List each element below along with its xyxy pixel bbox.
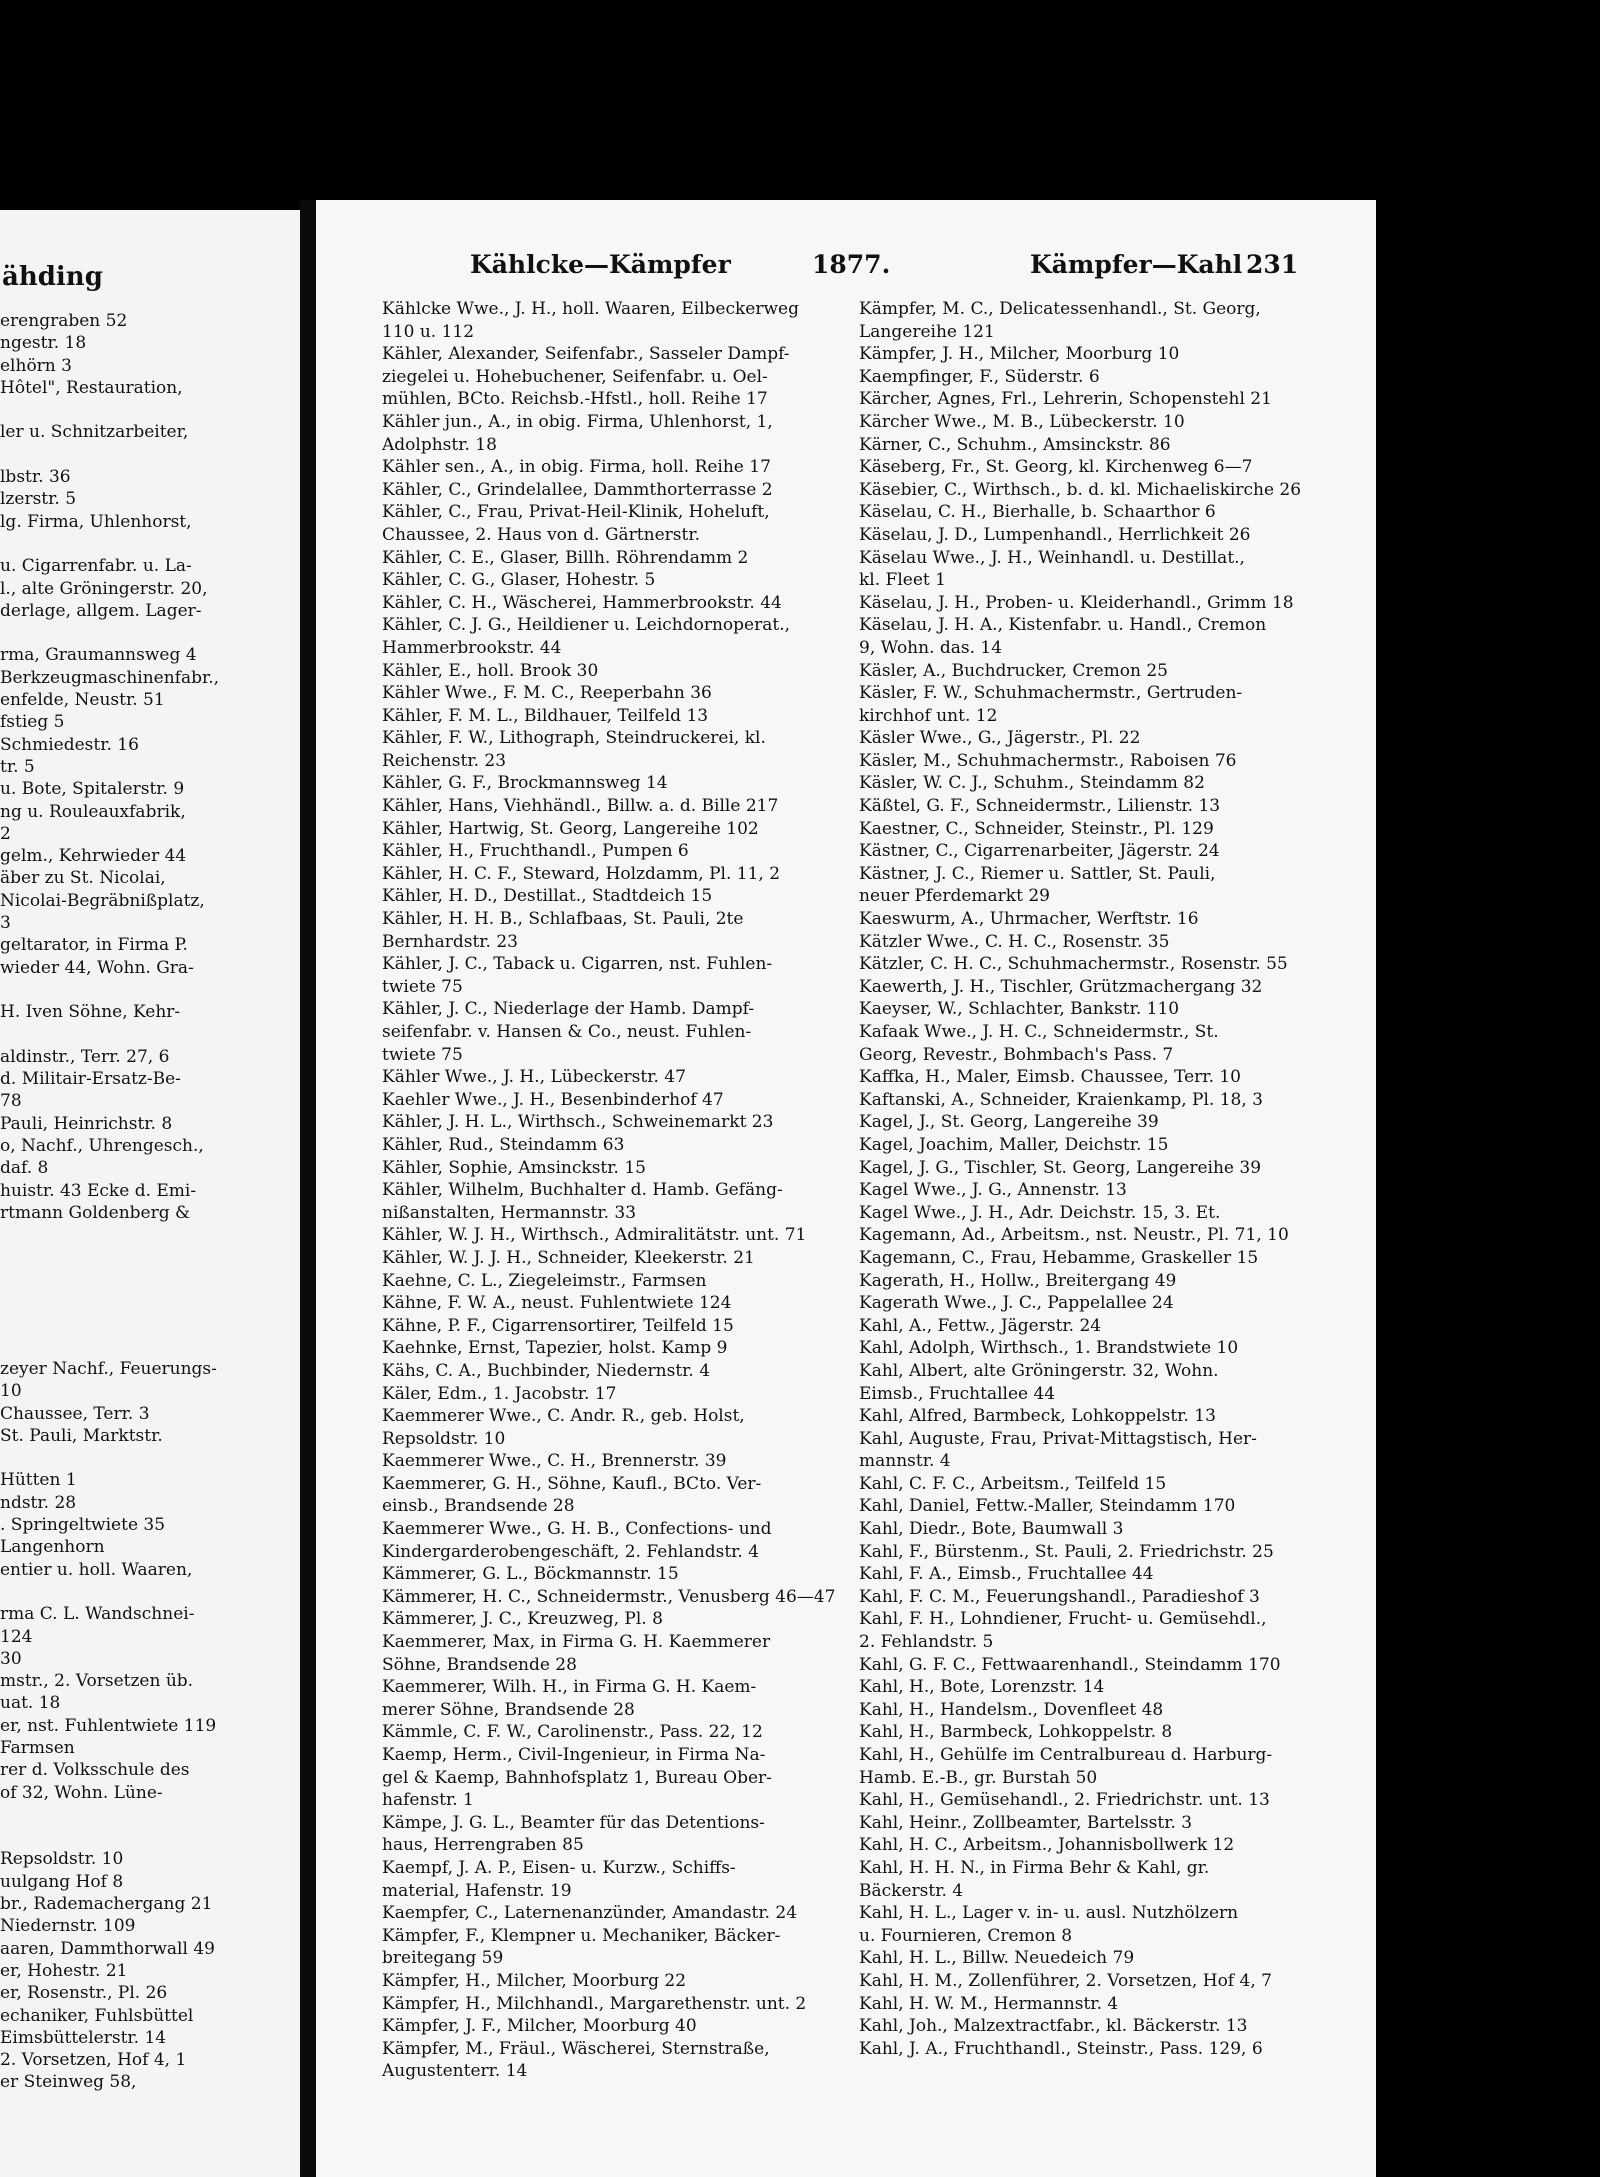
entry-line: Kähler, F. W., Lithograph, Steindruckerei, kl. bbox=[382, 728, 766, 749]
entry-line: Kähler, W. J. H., Wirthsch., Admiralitätstr. unt. 71 bbox=[382, 1225, 807, 1246]
entry-line: Hütten 1 bbox=[0, 1470, 77, 1491]
entry-line: Kärcher, Agnes, Frl., Lehrerin, Schopenstehl 21 bbox=[859, 389, 1272, 410]
entry-line: Kähler, J. H. L., Wirthsch., Schweinemarkt 23 bbox=[382, 1112, 774, 1133]
entry-line: Hammerbrookstr. 44 bbox=[382, 637, 562, 658]
entry-line: Kähler, H. D., Destillat., Stadtdeich 15 bbox=[382, 886, 713, 907]
entry-line: H. Iven Söhne, Kehr- bbox=[0, 1002, 181, 1023]
entry-line: 110 u. 112 bbox=[382, 321, 475, 342]
entry-line: Kähler Wwe., J. H., Lübeckerstr. 47 bbox=[382, 1067, 686, 1088]
entry-line: Kahl, F., Bürstenm., St. Pauli, 2. Friedrichstr. 25 bbox=[859, 1541, 1274, 1562]
entry-line: rtmann Goldenberg & bbox=[0, 1202, 191, 1223]
entry-line: Kaffka, H., Maler, Eimsb. Chaussee, Terr. 10 bbox=[859, 1067, 1242, 1088]
entry-line: ler u. Schnitzarbeiter, bbox=[0, 422, 189, 443]
entry-line: Bäckerstr. 4 bbox=[859, 1880, 964, 1901]
entry-line: ziegelei u. Hohebuchener, Seifenfabr. u. Oel- bbox=[382, 366, 768, 387]
entry-line: Kähler, C., Frau, Privat-Heil-Klinik, Hoheluft, bbox=[382, 502, 770, 523]
entry-line: Käselau, J. H. A., Kistenfabr. u. Handl., Cremon bbox=[859, 615, 1267, 636]
entry-line: Kähs, C. A., Buchbinder, Niedernstr. 4 bbox=[382, 1360, 711, 1381]
entry-line: Kahl, H. H. N., in Firma Behr & Kahl, gr. bbox=[859, 1857, 1210, 1878]
entry-line: hafenstr. 1 bbox=[382, 1790, 474, 1811]
page-number: 231 bbox=[1246, 250, 1299, 279]
entry-line: Kagemann, Ad., Arbeitsm., nst. Neustr., Pl. 71, 10 bbox=[859, 1225, 1289, 1246]
entry-line: Kähler, C. J. G., Heildiener u. Leichdornoperat., bbox=[382, 615, 791, 636]
entry-line: Kämpe, J. G. L., Beamter für das Detentions- bbox=[382, 1812, 765, 1833]
entry-line: Kagerath, H., Hollw., Breitergang 49 bbox=[859, 1270, 1177, 1291]
entry-line: Repsoldstr. 10 bbox=[382, 1428, 506, 1449]
entry-line bbox=[0, 1313, 219, 1335]
entry-line: Kaemmerer, Max, in Firma G. H. Kaemmerer bbox=[382, 1632, 771, 1653]
entry-line bbox=[0, 1804, 219, 1826]
entry-line: Kähler, E., holl. Brook 30 bbox=[382, 660, 599, 681]
entry-line: 2. Vorsetzen, Hof 4, 1 bbox=[0, 2050, 187, 2071]
entry-line: rer d. Volksschule des bbox=[0, 1760, 190, 1781]
entry-line: Eimsbüttelerstr. 14 bbox=[0, 2027, 167, 2048]
entry-line: mstr., 2. Vorsetzen üb. bbox=[0, 1671, 194, 1692]
entry-line: Kaehler Wwe., J. H., Besenbinderhof 47 bbox=[382, 1089, 724, 1110]
entry-line: zeyer Nachf., Feuerungs- bbox=[0, 1358, 217, 1379]
entry-line: Kaestner, C., Schneider, Steinstr., Pl. 129 bbox=[859, 818, 1214, 839]
entry-line: ng u. Rouleauxfabrik, bbox=[0, 801, 186, 822]
entry-line: Kahl, F. C. M., Feuerungshandl., Paradieshof 3 bbox=[859, 1586, 1260, 1607]
adjacent-page-text bbox=[0, 310, 219, 2094]
entry-line: aldinstr., Terr. 27, 6 bbox=[0, 1046, 170, 1067]
entry-line: Kaewerth, J. H., Tischler, Grützmachergang 32 bbox=[859, 976, 1263, 997]
entry-line: Pauli, Heinrichstr. 8 bbox=[0, 1113, 173, 1134]
entry-line: Kähler, J. C., Niederlage der Hamb. Dampf- bbox=[382, 999, 755, 1020]
entry-line: br., Rademachergang 21 bbox=[0, 1894, 213, 1915]
entry-line: material, Hafenstr. 19 bbox=[382, 1880, 572, 1901]
entry-line: Eimsb., Fruchtallee 44 bbox=[859, 1383, 1056, 1404]
entry-line: lbstr. 36 bbox=[0, 467, 71, 488]
entry-line: Hamb. E.-B., gr. Burstah 50 bbox=[859, 1767, 1098, 1788]
entry-line: Kämpfer, M., Fräul., Wäscherei, Sternstraße, bbox=[382, 2038, 770, 2059]
entry-line: mannstr. 4 bbox=[859, 1451, 951, 1472]
entries-column-left bbox=[382, 298, 922, 2083]
entry-line: er, Rosenstr., Pl. 26 bbox=[0, 1983, 168, 2004]
entry-line: Kähler, Alexander, Seifenfabr., Sasseler Dampf- bbox=[382, 344, 790, 365]
entry-line: Augustenterr. 14 bbox=[382, 2061, 528, 2082]
entry-line: Kagel, Joachim, Maller, Deichstr. 15 bbox=[859, 1134, 1169, 1155]
entry-line: Kämmerer, J. C., Kreuzweg, Pl. 8 bbox=[382, 1609, 663, 1630]
entry-line: Kahl, Heinr., Zollbeamter, Bartelsstr. 3 bbox=[859, 1812, 1193, 1833]
running-head-year: 1877. bbox=[812, 250, 891, 279]
entry-line: Kahl, H. L., Billw. Neuedeich 79 bbox=[859, 1948, 1135, 1969]
entry-line: Käseberg, Fr., St. Georg, kl. Kirchenweg 6—7 bbox=[859, 457, 1253, 478]
entry-line: nißanstalten, Hermannstr. 33 bbox=[382, 1202, 637, 1223]
entry-line: Kahl, H., Barmbeck, Lohkoppelstr. 8 bbox=[859, 1722, 1173, 1743]
entry-line: entier u. holl. Waaren, bbox=[0, 1559, 193, 1580]
entry-line: Kähler, J. C., Taback u. Cigarren, nst. Fuhlen- bbox=[382, 954, 773, 975]
entry-line: Kaemmerer Wwe., C. Andr. R., geb. Holst, bbox=[382, 1406, 745, 1427]
entry-line: kl. Fleet 1 bbox=[859, 570, 946, 591]
adjacent-running-head: ähding bbox=[2, 262, 103, 292]
entry-line: Kämpfer, J. F., Milcher, Moorburg 40 bbox=[382, 2016, 697, 2037]
entry-line: Kähler, F. M. L., Bildhauer, Teilfeld 13 bbox=[382, 705, 709, 726]
entry-line: neuer Pferdemarkt 29 bbox=[859, 886, 1050, 907]
entry-line: rma, Graumannsweg 4 bbox=[0, 645, 197, 666]
entry-line: Käselau, J. H., Proben- u. Kleiderhandl., Grimm 18 bbox=[859, 592, 1294, 613]
entry-line: Kaemmerer Wwe., C. H., Brennerstr. 39 bbox=[382, 1451, 727, 1472]
entry-line: Kahl, H. C., Arbeitsm., Johannisbollwerk 12 bbox=[859, 1835, 1235, 1856]
entry-line: Käsler, M., Schuhmachermstr., Raboisen 76 bbox=[859, 750, 1237, 771]
entry-line: Georg, Revestr., Bohmbach's Pass. 7 bbox=[859, 1044, 1174, 1065]
entry-line: Kähler, C. H., Wäscherei, Hammerbrookstr. 44 bbox=[382, 592, 782, 613]
entry-line: Kärner, C., Schuhm., Amsinckstr. 86 bbox=[859, 434, 1171, 455]
entry-line: Kaemmerer, Wilh. H., in Firma G. H. Kaem- bbox=[382, 1677, 757, 1698]
running-head-left: Kählcke—Kämpfer bbox=[470, 250, 731, 279]
entry-line bbox=[0, 444, 219, 466]
entry-line: Kähler, C. G., Glaser, Hohestr. 5 bbox=[382, 570, 656, 591]
entry-line: d. Militair-Ersatz-Be- bbox=[0, 1069, 181, 1090]
entry-line: Kahl, F. H., Lohndiener, Frucht- u. Gemüsehdl., bbox=[859, 1609, 1267, 1630]
entry-line: Käsebier, C., Wirthsch., b. d. kl. Michaeliskirche 26 bbox=[859, 479, 1302, 500]
entry-line bbox=[0, 1291, 219, 1313]
entry-line: Kahl, Diedr., Bote, Baumwall 3 bbox=[859, 1519, 1124, 1540]
entry-line: Kämpfer, H., Milcher, Moorburg 22 bbox=[382, 1970, 687, 1991]
entry-line: Kätzler Wwe., C. H. C., Rosenstr. 35 bbox=[859, 931, 1170, 952]
entry-line bbox=[0, 1336, 219, 1358]
entry-line: Kähler sen., A., in obig. Firma, holl. Reihe 17 bbox=[382, 457, 771, 478]
entry-line: Käsler Wwe., G., Jägerstr., Pl. 22 bbox=[859, 728, 1141, 749]
entry-line: Hôtel", Restauration, bbox=[0, 377, 183, 398]
entry-line: Kahl, H., Gemüsehandl., 2. Friedrichstr. unt. 13 bbox=[859, 1790, 1270, 1811]
entry-line: lzerstr. 5 bbox=[0, 489, 77, 510]
entry-line: Kagemann, C., Frau, Hebamme, Graskeller 15 bbox=[859, 1247, 1259, 1268]
entry-line: 30 bbox=[0, 1648, 22, 1669]
entry-line: Kahl, F. A., Eimsb., Fruchtallee 44 bbox=[859, 1564, 1154, 1585]
entry-line: Kahl, C. F. C., Arbeitsm., Teilfeld 15 bbox=[859, 1473, 1167, 1494]
entry-line: Farmsen bbox=[0, 1738, 75, 1758]
entry-line: Kahl, H., Bote, Lorenzstr. 14 bbox=[859, 1677, 1105, 1698]
entry-line: of 32, Wohn. Lüne- bbox=[0, 1782, 163, 1803]
entry-line: kirchhof unt. 12 bbox=[859, 705, 998, 726]
entry-line bbox=[0, 979, 219, 1001]
entry-line: Käsler, A., Buchdrucker, Cremon 25 bbox=[859, 660, 1168, 681]
entry-line: Kämpfer, H., Milchhandl., Margarethenstr. unt. 2 bbox=[382, 1993, 807, 2014]
entry-line: Käselau, J. D., Lumpenhandl., Herrlichkeit 26 bbox=[859, 524, 1251, 545]
entry-line: Kagel, J. G., Tischler, St. Georg, Langereihe 39 bbox=[859, 1157, 1262, 1178]
directory-page bbox=[316, 200, 1376, 2177]
entry-line: Kahl, Daniel, Fettw.-Maller, Steindamm 170 bbox=[859, 1496, 1236, 1517]
entry-line: Kaftanski, A., Schneider, Kraienkamp, Pl. 18, 3 bbox=[859, 1089, 1263, 1110]
entry-line bbox=[0, 1581, 219, 1603]
entry-line: Käsler, F. W., Schuhmachermstr., Gertruden- bbox=[859, 683, 1243, 704]
entry-line: Kagel Wwe., J. G., Annenstr. 13 bbox=[859, 1180, 1127, 1201]
entry-line: u. Cigarrenfabr. u. La- bbox=[0, 556, 192, 577]
entry-line: Söhne, Brandsende 28 bbox=[382, 1654, 577, 1675]
entry-line: 2. Fehlandstr. 5 bbox=[859, 1632, 994, 1653]
entry-line: geltarator, in Firma P. bbox=[0, 935, 188, 956]
entry-line: Kähne, F. W. A., neust. Fuhlentwiete 124 bbox=[382, 1293, 732, 1314]
entry-line: Nicolai-Begräbnißplatz, bbox=[0, 890, 205, 911]
entry-line: Kahl, Albert, alte Gröningerstr. 32, Wohn. bbox=[859, 1360, 1219, 1381]
entry-line: Kahl, H., Handelsm., Dovenfleet 48 bbox=[859, 1699, 1164, 1720]
entry-line: seifenfabr. v. Hansen & Co., neust. Fuhlen- bbox=[382, 1022, 752, 1042]
entry-line: Kaempf, J. A. P., Eisen- u. Kurzw., Schiffs- bbox=[382, 1857, 736, 1878]
entry-line: Kahl, Joh., Malzextractfabr., kl. Bäckerstr. 13 bbox=[859, 2016, 1248, 2037]
entry-line: o, Nachf., Uhrengesch., bbox=[0, 1135, 204, 1156]
entry-line: Reichenstr. 23 bbox=[382, 750, 507, 771]
entry-line: Berkzeugmaschinenfabr., bbox=[0, 667, 220, 688]
entry-line: twiete 75 bbox=[382, 976, 463, 997]
entry-line: Kahl, G. F. C., Fettwaarenhandl., Steindamm 170 bbox=[859, 1654, 1281, 1675]
entry-line: Kästner, J. C., Riemer u. Sattler, St. Pauli, bbox=[859, 863, 1216, 884]
entry-line: u. Bote, Spitalerstr. 9 bbox=[0, 779, 185, 800]
entry-line: Kämpfer, J. H., Milcher, Moorburg 10 bbox=[859, 344, 1180, 365]
entry-line: Langenhorn bbox=[0, 1537, 105, 1558]
entry-line: lg. Firma, Uhlenhorst, bbox=[0, 511, 192, 532]
entry-line: Käselau Wwe., J. H., Weinhandl. u. Destillat., bbox=[859, 547, 1245, 568]
entry-line: 2 bbox=[0, 823, 11, 844]
entry-line: gel & Kaemp, Bahnhofsplatz 1, Bureau Ober- bbox=[382, 1767, 772, 1788]
entry-line: Kahl, Alfred, Barmbeck, Lohkoppelstr. 13 bbox=[859, 1406, 1216, 1427]
entry-line: elhörn 3 bbox=[0, 355, 72, 376]
entry-line: l., alte Gröningerstr. 20, bbox=[0, 578, 208, 599]
entry-line: Kähler, Sophie, Amsinckstr. 15 bbox=[382, 1157, 646, 1178]
entry-line: Kämmerer, G. L., Böckmannstr. 15 bbox=[382, 1564, 679, 1585]
entry-line: aaren, Dammthorwall 49 bbox=[0, 1938, 215, 1959]
entry-line: breitegang 59 bbox=[382, 1948, 504, 1969]
entry-line: Kaempfinger, F., Süderstr. 6 bbox=[859, 366, 1100, 387]
entry-line: erengraben 52 bbox=[0, 311, 128, 331]
entry-line: Kahl, H. W. M., Hermannstr. 4 bbox=[859, 1993, 1119, 2014]
entry-line bbox=[0, 1024, 219, 1046]
entry-line: Kahl, H., Gehülfe im Centralbureau d. Harburg- bbox=[859, 1745, 1273, 1765]
entry-line: Kähler Wwe., F. M. C., Reeperbahn 36 bbox=[382, 683, 712, 704]
entry-line: twiete 75 bbox=[382, 1044, 463, 1065]
entry-line: Kätzler, C. H. C., Schuhmachermstr., Rosenstr. 55 bbox=[859, 954, 1288, 975]
entry-line: Kästner, C., Cigarrenarbeiter, Jägerstr. 24 bbox=[859, 841, 1220, 862]
entry-line: Kähler jun., A., in obig. Firma, Uhlenhorst, 1, bbox=[382, 411, 773, 432]
entry-line: Kähler, H. H. B., Schlafbaas, St. Pauli, 2te bbox=[382, 909, 744, 930]
entry-line: 9, Wohn. das. 14 bbox=[859, 637, 1003, 658]
entry-line: Kahl, A., Fettw., Jägerstr. 24 bbox=[859, 1315, 1102, 1336]
entry-line: äber zu St. Nicolai, bbox=[0, 868, 166, 889]
entry-line: Kählcke Wwe., J. H., holl. Waaren, Eilbeckerweg bbox=[382, 299, 799, 319]
entry-line: Kähler, Hans, Viehhändl., Billw. a. d. Bille 217 bbox=[382, 796, 779, 817]
entry-line: Langereihe 121 bbox=[859, 321, 995, 342]
entry-line: huistr. 43 Ecke d. Emi- bbox=[0, 1180, 197, 1201]
entry-line: Kaeswurm, A., Uhrmacher, Werftstr. 16 bbox=[859, 909, 1199, 930]
entry-line: echaniker, Fuhlsbüttel bbox=[0, 2005, 194, 2026]
entry-line: haus, Herrengraben 85 bbox=[382, 1835, 584, 1856]
entry-line: . Springeltwiete 35 bbox=[0, 1515, 166, 1536]
entry-line: Kämmle, C. F. W., Carolinenstr., Pass. 22, 12 bbox=[382, 1722, 763, 1743]
entry-line: St. Pauli, Marktstr. bbox=[0, 1425, 163, 1446]
entry-line: merer Söhne, Brandsende 28 bbox=[382, 1699, 635, 1720]
entry-line: er, nst. Fuhlentwiete 119 bbox=[0, 1715, 217, 1736]
entry-line bbox=[0, 399, 219, 421]
entry-line: enfelde, Neustr. 51 bbox=[0, 690, 165, 711]
entry-line: er, Hohestr. 21 bbox=[0, 1960, 128, 1981]
entry-line: Kagel Wwe., J. H., Adr. Deichstr. 15, 3. Et. bbox=[859, 1202, 1221, 1223]
entry-line: u. Fournieren, Cremon 8 bbox=[859, 1925, 1073, 1946]
entries-column-right bbox=[859, 298, 1376, 2060]
entry-line bbox=[0, 1269, 219, 1291]
entry-line: Kähler, C., Grindelallee, Dammthorterrasse 2 bbox=[382, 479, 773, 500]
entry-line: Käsler, W. C. J., Schuhm., Steindamm 82 bbox=[859, 773, 1205, 794]
binding-gutter bbox=[300, 200, 316, 2177]
entry-line: Kaemp, Herm., Civil-Ingenieur, in Firma Na- bbox=[382, 1745, 766, 1765]
adjacent-page-fragment bbox=[0, 210, 300, 2177]
entry-line: Kaemmerer Wwe., G. H. B., Confections- und bbox=[382, 1519, 772, 1540]
entry-line bbox=[0, 1224, 219, 1246]
entry-line: Kähler, H., Fruchthandl., Pumpen 6 bbox=[382, 841, 689, 862]
entry-line: Kahl, Auguste, Frau, Privat-Mittagstisch, Her- bbox=[859, 1428, 1257, 1449]
entry-line: Niedernstr. 109 bbox=[0, 1916, 136, 1937]
entry-line: Käßtel, G. F., Schneidermstr., Lilienstr. 13 bbox=[859, 796, 1221, 817]
entry-line: er Steinweg 58, bbox=[0, 2072, 137, 2093]
entry-line bbox=[0, 1447, 219, 1469]
entry-line: einsb., Brandsende 28 bbox=[382, 1496, 575, 1517]
entry-line: Kagel, J., St. Georg, Langereihe 39 bbox=[859, 1112, 1159, 1133]
entry-line: Kämmerer, H. C., Schneidermstr., Venusberg 46—47 bbox=[382, 1586, 836, 1607]
entry-line: Käler, Edm., 1. Jacobstr. 17 bbox=[382, 1383, 617, 1404]
entry-line: Kähler, C. E., Glaser, Billh. Röhrendamm 2 bbox=[382, 547, 749, 568]
entry-line: Kähler, H. C. F., Steward, Holzdamm, Pl. 11, 2 bbox=[382, 863, 781, 884]
entry-line: Kaempfer, C., Laternenanzünder, Amandastr. 24 bbox=[382, 1903, 798, 1924]
entry-line bbox=[0, 1826, 219, 1848]
entry-line: Kindergarderobengeschäft, 2. Fehlandstr. 4 bbox=[382, 1541, 760, 1562]
entry-line: fstieg 5 bbox=[0, 712, 65, 733]
entry-line: Kärcher Wwe., M. B., Lübeckerstr. 10 bbox=[859, 411, 1185, 432]
entry-line: Kähler, G. F., Brockmannsweg 14 bbox=[382, 773, 668, 794]
entry-line: Kahl, H. L., Lager v. in- u. ausl. Nutzhölzern bbox=[859, 1903, 1239, 1924]
entry-line: Kaeyser, W., Schlachter, Bankstr. 110 bbox=[859, 999, 1180, 1020]
entry-line: wieder 44, Wohn. Gra- bbox=[0, 957, 194, 978]
entry-line: Kähne, P. F., Cigarrensortirer, Teilfeld 15 bbox=[382, 1315, 734, 1336]
entry-line: Chaussee, 2. Haus von d. Gärtnerstr. bbox=[382, 524, 700, 545]
entry-line: Kämpfer, F., Klempner u. Mechaniker, Bäcker- bbox=[382, 1925, 781, 1946]
entry-line: 3 bbox=[0, 913, 11, 934]
entry-line: 78 bbox=[0, 1091, 22, 1112]
entry-line bbox=[0, 533, 219, 555]
entry-line: Kafaak Wwe., J. H. C., Schneidermstr., St. bbox=[859, 1022, 1219, 1042]
entry-line: Kaehnke, Ernst, Tapezier, holst. Kamp 9 bbox=[382, 1338, 728, 1359]
entry-line: ngestr. 18 bbox=[0, 333, 87, 354]
entry-line: mühlen, BCto. Reichsb.-Hfstl., holl. Reihe 17 bbox=[382, 389, 768, 410]
entry-line: Kahl, H. M., Zollenführer, 2. Vorsetzen, Hof 4, 7 bbox=[859, 1970, 1272, 1991]
running-head-right: Kämpfer—Kahl bbox=[1030, 250, 1243, 279]
entry-line bbox=[0, 622, 219, 644]
entry-line: Kagerath Wwe., J. C., Pappelallee 24 bbox=[859, 1293, 1174, 1314]
entry-line: Kähler, Hartwig, St. Georg, Langereihe 102 bbox=[382, 818, 759, 839]
entry-line: Adolphstr. 18 bbox=[382, 434, 497, 455]
entry-line: 124 bbox=[0, 1626, 33, 1647]
entry-line: rma C. L. Wandschnei- bbox=[0, 1604, 195, 1625]
entry-line: Käselau, C. H., Bierhalle, b. Schaarthor 6 bbox=[859, 502, 1216, 523]
entry-line: Kähler, Wilhelm, Buchhalter d. Hamb. Gefäng- bbox=[382, 1180, 783, 1201]
entry-line: Kaemmerer, G. H., Söhne, Kaufl., BCto. Ver- bbox=[382, 1473, 762, 1494]
entry-line: Repsoldstr. 10 bbox=[0, 1849, 124, 1870]
entry-line: daf. 8 bbox=[0, 1158, 49, 1179]
entry-line: Kahl, Adolph, Wirthsch., 1. Brandstwiete 10 bbox=[859, 1338, 1239, 1359]
entry-line: Kähler, Rud., Steindamm 63 bbox=[382, 1134, 625, 1155]
entry-line: uat. 18 bbox=[0, 1693, 61, 1714]
entry-line: Kämpfer, M. C., Delicatessenhandl., St. Georg, bbox=[859, 299, 1261, 319]
entry-line: Schmiedestr. 16 bbox=[0, 734, 139, 755]
entry-line: Kaehne, C. L., Ziegeleimstr., Farmsen bbox=[382, 1270, 707, 1291]
entry-line: Chaussee, Terr. 3 bbox=[0, 1403, 150, 1424]
entry-line: derlage, allgem. Lager- bbox=[0, 600, 202, 621]
entry-line: tr. 5 bbox=[0, 756, 35, 777]
entry-line: ndstr. 28 bbox=[0, 1492, 77, 1513]
entry-line: Kahl, J. A., Fruchthandl., Steinstr., Pass. 129, 6 bbox=[859, 2038, 1263, 2059]
entry-line: Kähler, W. J. J. H., Schneider, Kleekerstr. 21 bbox=[382, 1247, 755, 1268]
entry-line: 10 bbox=[0, 1381, 22, 1402]
entry-line: gelm., Kehrwieder 44 bbox=[0, 846, 187, 867]
entry-line bbox=[0, 1246, 219, 1268]
entry-line: Bernhardstr. 23 bbox=[382, 931, 518, 952]
entry-line: uulgang Hof 8 bbox=[0, 1871, 124, 1892]
